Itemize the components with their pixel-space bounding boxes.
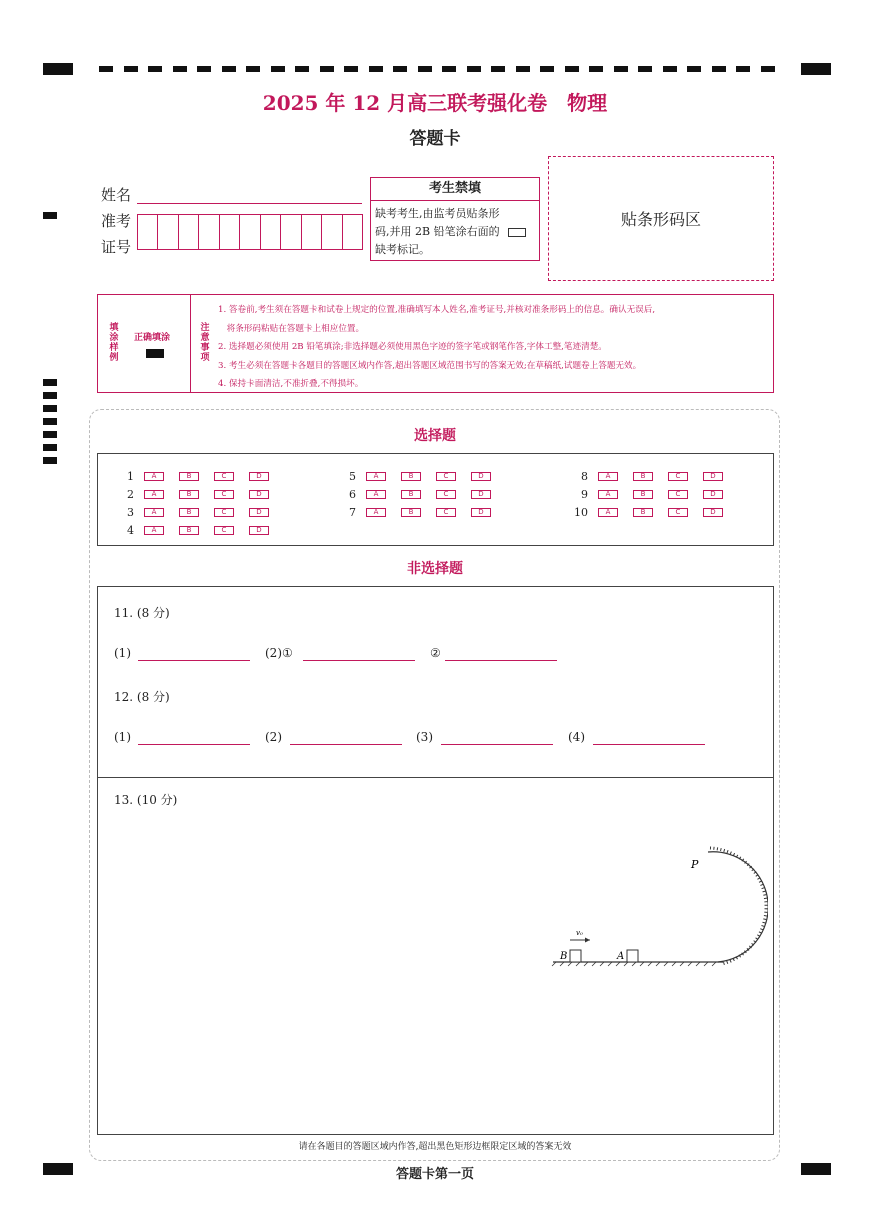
timing-mark bbox=[736, 66, 750, 72]
absent-section bbox=[370, 177, 540, 261]
name-label: 姓名 bbox=[101, 186, 132, 204]
fig-label-P: P bbox=[691, 858, 699, 871]
timing-mark bbox=[197, 66, 211, 72]
question-number: 7 bbox=[349, 505, 356, 519]
question-number: 5 bbox=[349, 469, 356, 483]
timing-mark bbox=[467, 66, 481, 72]
exam-title: 2025 年 12 月高三联考强化卷 物理 bbox=[262, 91, 608, 115]
rule-item: 将条形码粘贴在答题卡上相应位置。 bbox=[218, 323, 365, 334]
absent-title: 考生禁填 bbox=[371, 178, 539, 201]
rules-list bbox=[218, 301, 770, 394]
option-bubble-a[interactable]: A bbox=[144, 526, 164, 535]
rule-item: 3. 考生必须在答题卡各题目的答题区域内作答,超出答题区域范围书写的答案无效;在草稿纸,试题卷上答题无效。 bbox=[218, 360, 642, 371]
option-bubble-a[interactable]: A bbox=[366, 508, 386, 517]
absent-instructions: 缺考考生,由监考员贴条形码,并用 2B 铅笔涂右面的缺考标记。 bbox=[375, 207, 500, 256]
choice-question-10 bbox=[570, 506, 738, 518]
option-bubble-b[interactable]: B bbox=[179, 472, 199, 481]
option-bubble-b[interactable]: B bbox=[633, 490, 653, 499]
option-bubble-a[interactable]: A bbox=[598, 508, 618, 517]
choice-question-8 bbox=[570, 470, 738, 482]
timing-mark bbox=[418, 66, 432, 72]
choice-question-7 bbox=[338, 506, 506, 518]
choice-question-1 bbox=[116, 470, 284, 482]
question-number: 3 bbox=[127, 505, 134, 519]
question-number: 10 bbox=[574, 505, 588, 519]
choice-question-3 bbox=[116, 506, 284, 518]
option-bubble-d[interactable]: D bbox=[703, 490, 723, 499]
option-bubble-d[interactable]: D bbox=[471, 490, 491, 499]
timing-mark bbox=[43, 457, 57, 464]
option-bubble-a[interactable]: A bbox=[144, 472, 164, 481]
timing-mark bbox=[614, 66, 628, 72]
option-bubble-b[interactable]: B bbox=[633, 472, 653, 481]
q13-label: 13. (10 分) bbox=[114, 793, 178, 807]
id-label-2: 证号 bbox=[101, 238, 132, 256]
q12-part1-blank[interactable] bbox=[138, 744, 250, 745]
option-bubble-d[interactable]: D bbox=[703, 508, 723, 517]
id-label-1: 准考 bbox=[101, 212, 132, 230]
q12-part2-label: (2) bbox=[265, 730, 282, 744]
timing-mark bbox=[565, 66, 579, 72]
answer-box-11-12 bbox=[97, 586, 774, 778]
sample-label: 填涂样例 bbox=[109, 323, 119, 363]
option-bubble-d[interactable]: D bbox=[471, 508, 491, 517]
timing-mark bbox=[638, 66, 652, 72]
q11-part1-label: (1) bbox=[114, 646, 131, 660]
timing-mark bbox=[540, 66, 554, 72]
option-bubble-c[interactable]: C bbox=[436, 490, 456, 499]
name-field[interactable] bbox=[137, 203, 362, 204]
timing-mark bbox=[43, 405, 57, 412]
timing-mark bbox=[516, 66, 530, 72]
q12-label: 12. (8 分) bbox=[114, 690, 170, 704]
option-bubble-c[interactable]: C bbox=[214, 490, 234, 499]
correct-fill-sample bbox=[146, 349, 164, 358]
timing-mark bbox=[43, 379, 57, 386]
option-bubble-a[interactable]: A bbox=[598, 490, 618, 499]
q13-figure bbox=[538, 838, 768, 968]
timing-mark bbox=[393, 66, 407, 72]
question-number: 4 bbox=[127, 523, 134, 537]
option-bubble-d[interactable]: D bbox=[249, 526, 269, 535]
timing-mark bbox=[222, 66, 236, 72]
fig-label-v: v₀ bbox=[576, 929, 583, 937]
q11-part2-blank[interactable] bbox=[303, 660, 415, 661]
choice-question-6 bbox=[338, 488, 506, 500]
option-bubble-b[interactable]: B bbox=[633, 508, 653, 517]
option-bubble-c[interactable]: C bbox=[436, 472, 456, 481]
choice-question-9 bbox=[570, 488, 738, 500]
option-bubble-b[interactable]: B bbox=[179, 526, 199, 535]
option-bubble-a[interactable]: A bbox=[366, 472, 386, 481]
option-bubble-a[interactable]: A bbox=[144, 508, 164, 517]
timing-mark bbox=[99, 66, 113, 72]
choice-section-title: 选择题 bbox=[414, 428, 456, 444]
q11-part3-label: ② bbox=[430, 646, 441, 660]
question-number: 9 bbox=[581, 487, 588, 501]
timing-mark bbox=[712, 66, 726, 72]
timing-mark bbox=[761, 66, 775, 72]
timing-mark bbox=[295, 66, 309, 72]
absent-mark-box[interactable] bbox=[508, 228, 526, 237]
option-bubble-d[interactable]: D bbox=[471, 472, 491, 481]
option-bubble-c[interactable]: C bbox=[668, 472, 688, 481]
choice-question-5 bbox=[338, 470, 506, 482]
q12-part4-blank[interactable] bbox=[593, 744, 705, 745]
option-bubble-c[interactable]: C bbox=[214, 472, 234, 481]
barcode-area bbox=[548, 156, 774, 281]
timing-mark bbox=[663, 66, 677, 72]
nonchoice-section-title: 非选择题 bbox=[407, 561, 463, 577]
timing-mark bbox=[173, 66, 187, 72]
fig-label-A: A bbox=[617, 951, 625, 962]
choice-box bbox=[97, 453, 774, 546]
exam-id-grid[interactable] bbox=[137, 214, 363, 250]
rule-item: 4. 保持卡面清洁,不准折叠,不得损坏。 bbox=[218, 379, 364, 389]
question-number: 1 bbox=[127, 469, 134, 483]
option-bubble-c[interactable]: C bbox=[668, 490, 688, 499]
timing-mark bbox=[246, 66, 260, 72]
question-number: 8 bbox=[581, 469, 588, 483]
option-bubble-b[interactable]: B bbox=[401, 490, 421, 499]
timing-mark bbox=[442, 66, 456, 72]
option-bubble-a[interactable]: A bbox=[366, 490, 386, 499]
timing-mark bbox=[43, 444, 57, 451]
correct-fill-label: 正确填涂 bbox=[134, 333, 171, 343]
q12-part3-label: (3) bbox=[416, 730, 433, 744]
timing-mark bbox=[344, 66, 358, 72]
option-bubble-c[interactable]: C bbox=[436, 508, 456, 517]
timing-mark bbox=[687, 66, 701, 72]
timing-mark bbox=[124, 66, 138, 72]
option-bubble-b[interactable]: B bbox=[179, 508, 199, 517]
q12-part1-label: (1) bbox=[114, 730, 131, 744]
corner-mark-top-right bbox=[801, 63, 831, 75]
footer-note: 请在各题目的答题区域内作答,超出黑色矩形边框限定区域的答案无效 bbox=[298, 1142, 572, 1152]
timing-mark bbox=[271, 66, 285, 72]
answer-box-13[interactable] bbox=[97, 777, 774, 1135]
option-bubble-c[interactable]: C bbox=[668, 508, 688, 517]
rules-label: 注意事项 bbox=[200, 323, 210, 363]
rule-item: 2. 选择题必须使用 2B 铅笔填涂;非选择题必须使用黑色字迹的签字笔或钢笔作答,字体工整,笔迹清楚。 bbox=[218, 342, 607, 352]
option-bubble-c[interactable]: C bbox=[214, 508, 234, 517]
q12-part3-blank[interactable] bbox=[441, 744, 553, 745]
option-bubble-a[interactable]: A bbox=[598, 472, 618, 481]
q11-label: 11. (8 分) bbox=[114, 606, 170, 620]
fig-label-B: B bbox=[560, 951, 568, 962]
option-bubble-a[interactable]: A bbox=[144, 490, 164, 499]
timing-mark bbox=[43, 392, 57, 399]
timing-mark bbox=[589, 66, 603, 72]
option-bubble-d[interactable]: D bbox=[249, 490, 269, 499]
answer-card-title: 答题卡 bbox=[409, 129, 461, 149]
q11-part1-blank[interactable] bbox=[138, 660, 250, 661]
option-bubble-d[interactable]: D bbox=[249, 472, 269, 481]
side-mark bbox=[43, 212, 57, 219]
q12-part4-label: (4) bbox=[568, 730, 585, 744]
q11-part2-label: (2)① bbox=[265, 646, 293, 660]
option-bubble-d[interactable]: D bbox=[249, 508, 269, 517]
page-label: 答题卡第一页 bbox=[395, 1167, 474, 1182]
question-number: 6 bbox=[349, 487, 356, 501]
corner-mark-top-left bbox=[43, 63, 73, 75]
option-bubble-b[interactable]: B bbox=[401, 472, 421, 481]
q12-part2-blank[interactable] bbox=[290, 744, 402, 745]
option-bubble-b[interactable]: B bbox=[179, 490, 199, 499]
timing-mark bbox=[491, 66, 505, 72]
choice-question-4 bbox=[116, 524, 284, 536]
question-number: 2 bbox=[127, 487, 134, 501]
rule-item: 1. 答卷前,考生须在答题卡和试卷上规定的位置,准确填写本人姓名,准考证号,并核对准条形码上的信息。确认无误后, bbox=[218, 305, 656, 315]
timing-mark bbox=[320, 66, 334, 72]
timing-mark bbox=[43, 418, 57, 425]
option-bubble-b[interactable]: B bbox=[401, 508, 421, 517]
timing-mark bbox=[369, 66, 383, 72]
option-bubble-c[interactable]: C bbox=[214, 526, 234, 535]
notice-box bbox=[97, 294, 774, 393]
barcode-label: 贴条形码区 bbox=[620, 210, 701, 229]
q11-part3-blank[interactable] bbox=[445, 660, 557, 661]
option-bubble-d[interactable]: D bbox=[703, 472, 723, 481]
timing-mark bbox=[148, 66, 162, 72]
choice-question-2 bbox=[116, 488, 284, 500]
